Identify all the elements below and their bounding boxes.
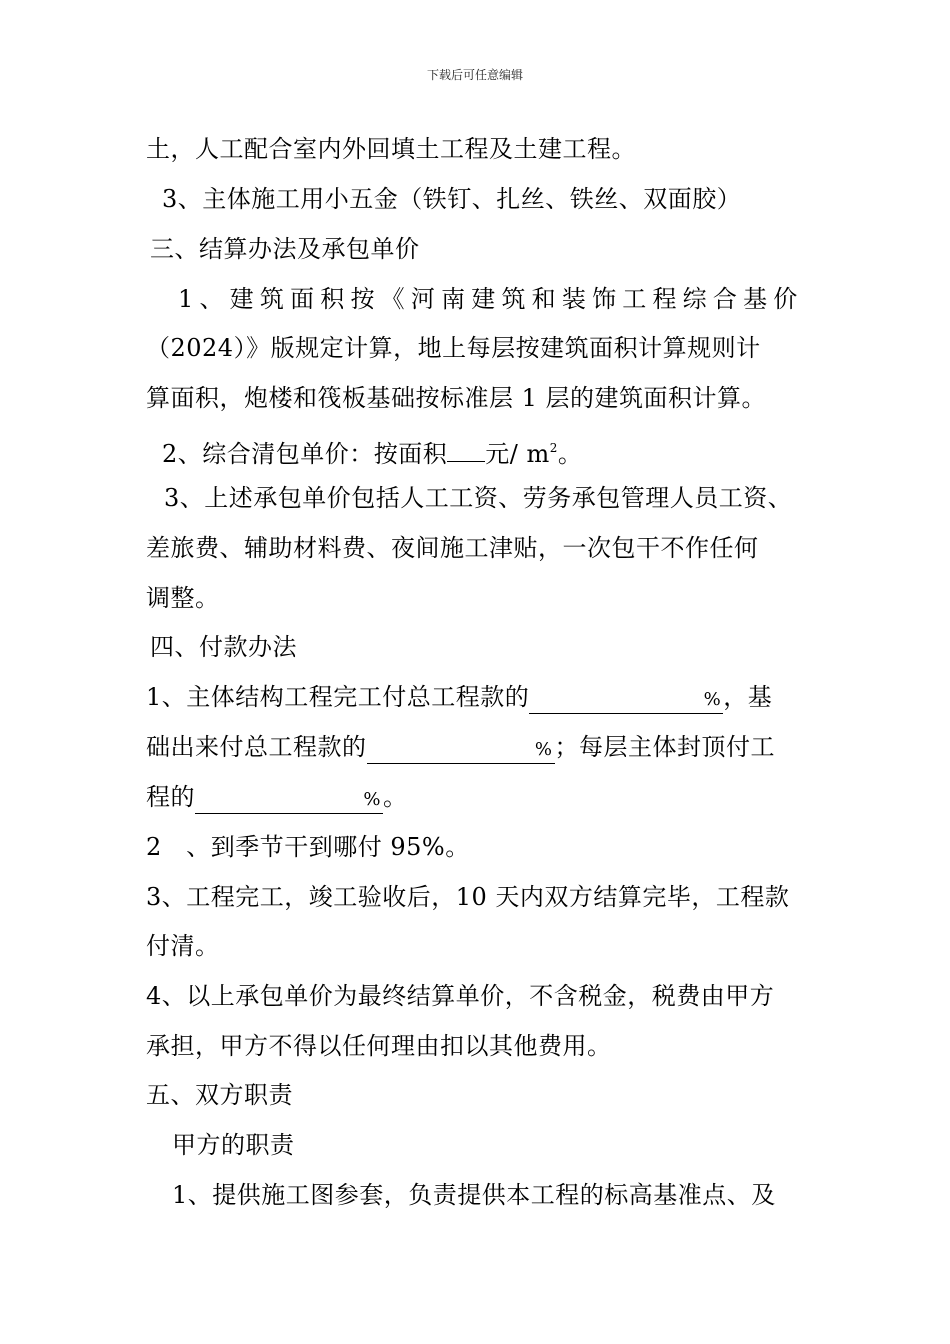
paragraph-line: 差旅费、辅助材料费、夜间施工津贴，一次包干不作任何 <box>146 534 759 562</box>
list-item: 4、以上承包单价为最终结算单价，不含税金，税费由甲方 <box>146 982 775 1010</box>
paragraph-line: 算面积，炮楼和筏板基础按标准层 1 层的建筑面积计算。 <box>146 384 767 412</box>
list-item <box>162 433 582 469</box>
fill-blank <box>447 461 485 462</box>
paragraph-line: 调整。 <box>146 584 220 612</box>
list-item: 2 、到季节干到哪付 95%。 <box>146 833 470 861</box>
percent-sign: % <box>534 739 553 760</box>
section-heading: 三、结算办法及承包单价 <box>150 235 420 263</box>
fill-blank <box>529 684 723 714</box>
list-item: 3、工程完工，竣工验收后，10 天内双方结算完毕，工程款 <box>146 883 790 911</box>
percent-sign: % <box>363 789 381 810</box>
text-segment: 1、主体结构工程完工付总工程款的 <box>146 683 530 711</box>
list-item <box>146 682 772 714</box>
list-item: 1、建筑面积按《河南建筑和装饰工程综合基价 <box>178 285 804 313</box>
page-header: 下载后可任意编辑 <box>426 68 523 82</box>
paragraph-line: 付清。 <box>146 932 220 960</box>
text-segment: 。 <box>557 440 583 468</box>
section-heading: 五、双方职责 <box>146 1081 293 1109</box>
section-heading: 四、付款办法 <box>150 633 297 661</box>
list-item: 1、提供施工图参套，负责提供本工程的标高基准点、及 <box>172 1181 776 1209</box>
superscript: 2 <box>549 441 558 455</box>
text-segment: 。 <box>383 783 408 811</box>
fill-blank <box>367 734 555 764</box>
text-segment: ；每层主体封顶付工 <box>554 733 775 761</box>
paragraph-line: （2024）》版规定计算，地上每层按建筑面积计算规则计 <box>146 334 761 362</box>
text-segment: 程的 <box>146 783 195 811</box>
subsection-heading: 甲方的职责 <box>172 1131 295 1159</box>
fill-blank <box>195 784 383 814</box>
paragraph-line: 土，人工配合室内外回填土工程及土建工程。 <box>146 135 636 163</box>
text-segment: 2、综合清包单价：按面积 <box>162 440 448 468</box>
list-item: 3、主体施工用小五金（铁钉、扎丝、铁丝、双面胶） <box>162 185 742 213</box>
list-item: 3、上述承包单价包括人工工资、劳务承包管理人员工资、 <box>164 484 793 512</box>
paragraph-line: 承担，甲方不得以任何理由扣以其他费用。 <box>146 1032 612 1060</box>
text-segment: 元/ m <box>485 440 550 468</box>
percent-sign: % <box>703 689 722 710</box>
text-segment: 础出来付总工程款的 <box>146 733 367 761</box>
list-item <box>146 732 775 764</box>
list-item <box>146 782 408 814</box>
text-segment: ，基 <box>723 683 773 711</box>
